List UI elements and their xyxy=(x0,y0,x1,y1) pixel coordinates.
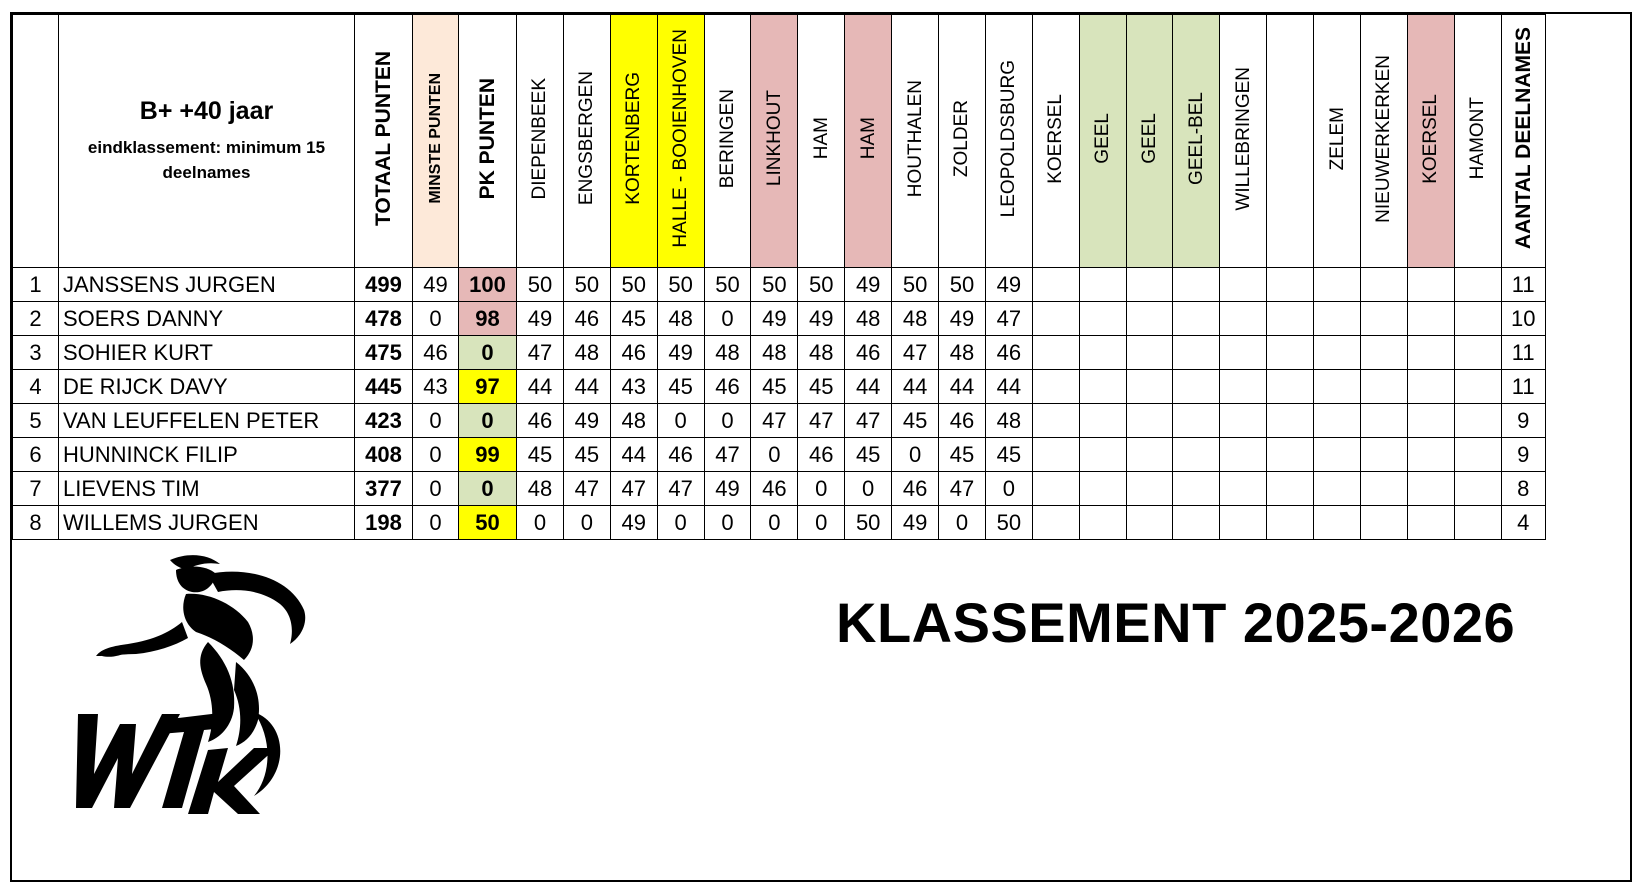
deelnames-count-cell: 8 xyxy=(1501,472,1545,506)
race-score-cell: 46 xyxy=(563,302,610,336)
rank-cell: 8 xyxy=(13,506,59,540)
rider-name-cell: VAN LEUFFELEN PETER xyxy=(59,404,355,438)
race-header xyxy=(517,15,564,268)
race-score-cell xyxy=(1032,438,1079,472)
race-score-cell: 45 xyxy=(939,438,986,472)
cyclist-torso xyxy=(183,594,253,660)
race-score-cell xyxy=(1079,506,1126,540)
wtk-logo xyxy=(58,552,318,822)
race-score-cell: 46 xyxy=(939,404,986,438)
deelnames-count-cell: 9 xyxy=(1501,404,1545,438)
deelnames-count-cell: 4 xyxy=(1501,506,1545,540)
race-score-cell: 44 xyxy=(845,370,892,404)
minste-points-cell: 43 xyxy=(413,370,459,404)
race-score-cell: 50 xyxy=(751,268,798,302)
race-score-cell xyxy=(1126,268,1173,302)
minste-points-cell: 46 xyxy=(413,336,459,370)
category-title-cell xyxy=(59,15,355,268)
race-score-cell xyxy=(1079,438,1126,472)
race-score-cell xyxy=(1079,404,1126,438)
race-score-cell: 50 xyxy=(657,268,704,302)
category-subtitle: eindklassement: minimum 15 deelnames xyxy=(87,137,326,182)
table-row xyxy=(13,302,1546,336)
race-score-cell: 47 xyxy=(798,404,845,438)
pk-points-header xyxy=(459,15,517,268)
race-score-cell xyxy=(1032,404,1079,438)
race-score-cell xyxy=(1407,370,1454,404)
race-score-cell xyxy=(1267,404,1314,438)
race-score-cell: 44 xyxy=(517,370,564,404)
race-score-cell: 45 xyxy=(657,370,704,404)
race-score-cell: 0 xyxy=(985,472,1032,506)
race-score-cell: 44 xyxy=(563,370,610,404)
race-score-cell xyxy=(1032,506,1079,540)
race-score-cell: 0 xyxy=(657,404,704,438)
standings-table xyxy=(12,14,1546,540)
race-name: LEOPOLDSBURG xyxy=(998,59,1020,218)
race-score-cell: 47 xyxy=(751,404,798,438)
race-score-cell: 46 xyxy=(845,336,892,370)
race-score-cell xyxy=(1126,404,1173,438)
race-score-cell xyxy=(1267,336,1314,370)
race-score-cell: 46 xyxy=(517,404,564,438)
pk-points-cell: 98 xyxy=(459,302,517,336)
minste-points-header xyxy=(413,15,459,268)
pk-points-cell: 50 xyxy=(459,506,517,540)
race-score-cell xyxy=(1361,370,1408,404)
minste-points-cell: 0 xyxy=(413,438,459,472)
race-header xyxy=(751,15,798,268)
table-row xyxy=(13,404,1546,438)
race-score-cell xyxy=(1173,370,1220,404)
race-score-cell xyxy=(1173,404,1220,438)
race-score-cell xyxy=(1454,336,1501,370)
minste-points-cell: 0 xyxy=(413,472,459,506)
race-score-cell xyxy=(1032,336,1079,370)
race-score-cell: 48 xyxy=(751,336,798,370)
total-points-cell: 499 xyxy=(355,268,413,302)
race-score-cell: 46 xyxy=(751,472,798,506)
race-score-cell: 50 xyxy=(985,506,1032,540)
race-score-cell: 45 xyxy=(610,302,657,336)
rider-name-cell: LIEVENS TIM xyxy=(59,472,355,506)
race-score-cell: 50 xyxy=(704,268,751,302)
race-header xyxy=(657,15,704,268)
race-score-cell: 50 xyxy=(517,268,564,302)
race-score-cell xyxy=(1126,370,1173,404)
race-score-cell xyxy=(1267,506,1314,540)
race-score-cell xyxy=(1032,302,1079,336)
race-header xyxy=(1220,15,1267,268)
race-header xyxy=(610,15,657,268)
rank-cell: 5 xyxy=(13,404,59,438)
race-score-cell xyxy=(1173,302,1220,336)
deelnames-label: AANTAL DEELNAMES xyxy=(1511,27,1535,250)
race-score-cell xyxy=(1454,506,1501,540)
minste-points-label: MINSTE PUNTEN xyxy=(426,73,444,204)
race-score-cell: 49 xyxy=(657,336,704,370)
race-name: LINKHOUT xyxy=(763,90,785,187)
race-header xyxy=(1361,15,1408,268)
race-score-cell: 0 xyxy=(704,302,751,336)
race-name: HALLE - BOOIENHOVEN xyxy=(670,29,692,248)
race-score-cell xyxy=(1220,336,1267,370)
race-score-cell xyxy=(1032,268,1079,302)
race-score-cell xyxy=(1079,302,1126,336)
race-score-cell xyxy=(1267,472,1314,506)
race-score-cell: 47 xyxy=(657,472,704,506)
race-score-cell: 49 xyxy=(845,268,892,302)
total-points-cell: 377 xyxy=(355,472,413,506)
total-points-cell: 198 xyxy=(355,506,413,540)
standings-body xyxy=(13,268,1546,540)
race-score-cell xyxy=(1126,438,1173,472)
rider-name-cell: DE RIJCK DAVY xyxy=(59,370,355,404)
race-score-cell: 49 xyxy=(939,302,986,336)
race-score-cell xyxy=(1032,370,1079,404)
race-score-cell xyxy=(1454,370,1501,404)
deelnames-count-cell: 9 xyxy=(1501,438,1545,472)
race-score-cell: 48 xyxy=(798,336,845,370)
race-score-cell: 50 xyxy=(939,268,986,302)
race-score-cell xyxy=(1126,302,1173,336)
cyclist-leg-rear xyxy=(234,662,259,746)
race-score-cell: 45 xyxy=(892,404,939,438)
race-score-cell: 48 xyxy=(845,302,892,336)
race-score-cell xyxy=(1079,268,1126,302)
race-score-cell: 47 xyxy=(517,336,564,370)
race-header xyxy=(563,15,610,268)
race-score-cell: 47 xyxy=(939,472,986,506)
race-score-cell: 46 xyxy=(657,438,704,472)
rider-name-cell: HUNNINCK FILIP xyxy=(59,438,355,472)
race-score-cell xyxy=(1407,268,1454,302)
race-name: GEEL xyxy=(1092,113,1114,164)
deelnames-count-cell: 10 xyxy=(1501,302,1545,336)
race-score-cell: 0 xyxy=(845,472,892,506)
race-score-cell xyxy=(1454,438,1501,472)
race-score-cell: 44 xyxy=(939,370,986,404)
header-row xyxy=(13,15,1546,268)
race-score-cell: 48 xyxy=(704,336,751,370)
race-score-cell xyxy=(1314,472,1361,506)
race-score-cell: 0 xyxy=(704,506,751,540)
race-score-cell: 47 xyxy=(845,404,892,438)
pk-points-cell: 100 xyxy=(459,268,517,302)
rank-cell: 3 xyxy=(13,336,59,370)
race-header xyxy=(1407,15,1454,268)
race-score-cell: 0 xyxy=(892,438,939,472)
race-score-cell xyxy=(1314,268,1361,302)
race-header xyxy=(892,15,939,268)
table-row xyxy=(13,506,1546,540)
race-header xyxy=(985,15,1032,268)
race-score-cell: 0 xyxy=(939,506,986,540)
race-score-cell xyxy=(1032,472,1079,506)
race-score-cell: 49 xyxy=(704,472,751,506)
race-header xyxy=(1173,15,1220,268)
race-score-cell: 48 xyxy=(563,336,610,370)
race-score-cell: 50 xyxy=(892,268,939,302)
race-score-cell xyxy=(1361,268,1408,302)
table-row xyxy=(13,336,1546,370)
race-score-cell xyxy=(1361,472,1408,506)
race-header xyxy=(845,15,892,268)
race-name: ENGSBERGEN xyxy=(576,71,598,206)
race-score-cell xyxy=(1220,302,1267,336)
race-score-cell: 0 xyxy=(657,506,704,540)
race-score-cell: 50 xyxy=(845,506,892,540)
table-row xyxy=(13,268,1546,302)
race-score-cell: 45 xyxy=(517,438,564,472)
total-points-cell: 408 xyxy=(355,438,413,472)
table-row xyxy=(13,438,1546,472)
race-score-cell: 50 xyxy=(610,268,657,302)
race-score-cell xyxy=(1126,506,1173,540)
cyclist-head xyxy=(176,567,216,593)
pk-points-label: PK PUNTEN xyxy=(476,77,499,200)
race-score-cell: 49 xyxy=(892,506,939,540)
total-points-cell: 423 xyxy=(355,404,413,438)
category-title: B+ +40 jaar xyxy=(139,96,274,125)
race-score-cell: 49 xyxy=(563,404,610,438)
race-score-cell xyxy=(1220,268,1267,302)
race-score-cell: 49 xyxy=(610,506,657,540)
total-points-header xyxy=(355,15,413,268)
race-score-cell: 0 xyxy=(751,506,798,540)
race-score-cell: 45 xyxy=(563,438,610,472)
race-score-cell: 50 xyxy=(563,268,610,302)
race-score-cell xyxy=(1220,438,1267,472)
race-score-cell xyxy=(1407,472,1454,506)
race-score-cell xyxy=(1407,506,1454,540)
race-score-cell xyxy=(1079,370,1126,404)
deelnames-header xyxy=(1501,15,1545,268)
race-name: DIEPENBEEK xyxy=(529,77,551,200)
race-score-cell xyxy=(1361,438,1408,472)
race-name: ZELEM xyxy=(1326,106,1348,171)
rider-name-cell: JANSSENS JURGEN xyxy=(59,268,355,302)
race-score-cell xyxy=(1314,404,1361,438)
race-name: KORTENBERG xyxy=(623,72,645,205)
race-name: BERINGEN xyxy=(717,88,738,189)
total-points-cell: 475 xyxy=(355,336,413,370)
race-score-cell xyxy=(1079,472,1126,506)
race-score-cell xyxy=(1314,302,1361,336)
race-header xyxy=(1267,15,1314,268)
rank-cell: 7 xyxy=(13,472,59,506)
total-points-cell: 478 xyxy=(355,302,413,336)
race-score-cell: 45 xyxy=(798,370,845,404)
pk-points-cell: 0 xyxy=(459,472,517,506)
race-score-cell: 49 xyxy=(517,302,564,336)
race-score-cell xyxy=(1173,506,1220,540)
race-score-cell: 0 xyxy=(751,438,798,472)
race-score-cell: 49 xyxy=(798,302,845,336)
pk-points-cell: 99 xyxy=(459,438,517,472)
race-header xyxy=(939,15,986,268)
race-score-cell: 48 xyxy=(610,404,657,438)
race-header xyxy=(798,15,845,268)
race-score-cell: 0 xyxy=(798,506,845,540)
race-score-cell: 50 xyxy=(798,268,845,302)
race-header xyxy=(704,15,751,268)
race-name: NIEUWERKERKEN xyxy=(1373,54,1395,223)
race-score-cell xyxy=(1173,472,1220,506)
race-score-cell: 0 xyxy=(563,506,610,540)
race-header xyxy=(1079,15,1126,268)
race-score-cell: 48 xyxy=(657,302,704,336)
rank-cell: 6 xyxy=(13,438,59,472)
race-score-cell xyxy=(1173,336,1220,370)
race-score-cell xyxy=(1314,336,1361,370)
race-header xyxy=(1314,15,1361,268)
race-score-cell xyxy=(1314,506,1361,540)
deelnames-count-cell: 11 xyxy=(1501,336,1545,370)
table-row xyxy=(13,370,1546,404)
race-name: GEEL-BEL xyxy=(1185,92,1207,185)
race-score-cell: 45 xyxy=(751,370,798,404)
race-score-cell: 0 xyxy=(704,404,751,438)
race-score-cell xyxy=(1407,404,1454,438)
race-score-cell xyxy=(1126,336,1173,370)
race-header xyxy=(1032,15,1079,268)
race-score-cell: 47 xyxy=(704,438,751,472)
deelnames-count-cell: 11 xyxy=(1501,268,1545,302)
race-name: KOERSEL xyxy=(1420,93,1442,184)
race-score-cell: 44 xyxy=(985,370,1032,404)
race-score-cell xyxy=(1314,438,1361,472)
race-score-cell xyxy=(1361,336,1408,370)
race-score-cell: 48 xyxy=(892,302,939,336)
race-score-cell xyxy=(1407,438,1454,472)
minste-points-cell: 0 xyxy=(413,506,459,540)
race-score-cell: 49 xyxy=(751,302,798,336)
race-score-cell xyxy=(1220,506,1267,540)
race-score-cell: 45 xyxy=(845,438,892,472)
race-score-cell: 0 xyxy=(517,506,564,540)
table-row xyxy=(13,472,1546,506)
race-score-cell: 46 xyxy=(892,472,939,506)
race-score-cell: 46 xyxy=(798,438,845,472)
race-score-cell xyxy=(1173,268,1220,302)
race-name: GEEL xyxy=(1139,113,1161,164)
rank-cell: 1 xyxy=(13,268,59,302)
race-score-cell xyxy=(1361,404,1408,438)
race-score-cell xyxy=(1220,404,1267,438)
race-score-cell: 47 xyxy=(892,336,939,370)
race-name: HAM xyxy=(810,117,832,160)
race-score-cell xyxy=(1454,302,1501,336)
race-name: KOERSEL xyxy=(1045,93,1067,184)
race-score-cell xyxy=(1267,302,1314,336)
race-score-cell: 49 xyxy=(985,268,1032,302)
race-name: ZOLDER xyxy=(951,99,973,178)
race-score-cell xyxy=(1220,472,1267,506)
pk-points-cell: 0 xyxy=(459,404,517,438)
race-name: HOUTHALEN xyxy=(904,79,926,198)
race-score-cell xyxy=(1079,336,1126,370)
race-score-cell: 44 xyxy=(610,438,657,472)
race-score-cell xyxy=(1361,302,1408,336)
race-score-cell xyxy=(1173,438,1220,472)
minste-points-cell: 0 xyxy=(413,302,459,336)
rank-cell: 4 xyxy=(13,370,59,404)
race-score-cell xyxy=(1267,438,1314,472)
rank-cell: 2 xyxy=(13,302,59,336)
race-score-cell: 47 xyxy=(563,472,610,506)
race-score-cell: 47 xyxy=(985,302,1032,336)
race-score-cell: 47 xyxy=(610,472,657,506)
pk-points-cell: 97 xyxy=(459,370,517,404)
race-score-cell xyxy=(1407,302,1454,336)
race-score-cell: 0 xyxy=(798,472,845,506)
race-score-cell xyxy=(1407,336,1454,370)
race-header xyxy=(1126,15,1173,268)
race-score-cell: 48 xyxy=(985,404,1032,438)
rider-name-cell: WILLEMS JURGEN xyxy=(59,506,355,540)
race-score-cell xyxy=(1126,472,1173,506)
race-score-cell: 48 xyxy=(939,336,986,370)
race-header xyxy=(1454,15,1501,268)
total-points-label: TOTAAL PUNTEN xyxy=(372,50,395,226)
race-name: WILLEBRINGEN xyxy=(1232,66,1254,211)
race-score-cell: 48 xyxy=(517,472,564,506)
rank-header xyxy=(13,15,59,268)
pk-points-cell: 0 xyxy=(459,336,517,370)
race-score-cell: 45 xyxy=(985,438,1032,472)
race-name: HAM xyxy=(857,117,879,160)
minste-points-cell: 0 xyxy=(413,404,459,438)
race-score-cell xyxy=(1267,268,1314,302)
minste-points-cell: 49 xyxy=(413,268,459,302)
race-score-cell xyxy=(1454,472,1501,506)
race-score-cell xyxy=(1220,370,1267,404)
race-score-cell xyxy=(1314,370,1361,404)
race-score-cell xyxy=(1454,404,1501,438)
total-points-cell: 445 xyxy=(355,370,413,404)
race-score-cell: 43 xyxy=(610,370,657,404)
race-score-cell xyxy=(1454,268,1501,302)
season-title: KLASSEMENT 2025-2026 xyxy=(836,591,1516,654)
race-name: HAMONT xyxy=(1467,97,1489,180)
deelnames-count-cell: 11 xyxy=(1501,370,1545,404)
race-score-cell xyxy=(1267,370,1314,404)
rider-name-cell: SOHIER KURT xyxy=(59,336,355,370)
rider-name-cell: SOERS DANNY xyxy=(59,302,355,336)
race-score-cell: 46 xyxy=(985,336,1032,370)
race-score-cell: 46 xyxy=(704,370,751,404)
race-score-cell: 46 xyxy=(610,336,657,370)
race-score-cell: 44 xyxy=(892,370,939,404)
race-score-cell xyxy=(1361,506,1408,540)
